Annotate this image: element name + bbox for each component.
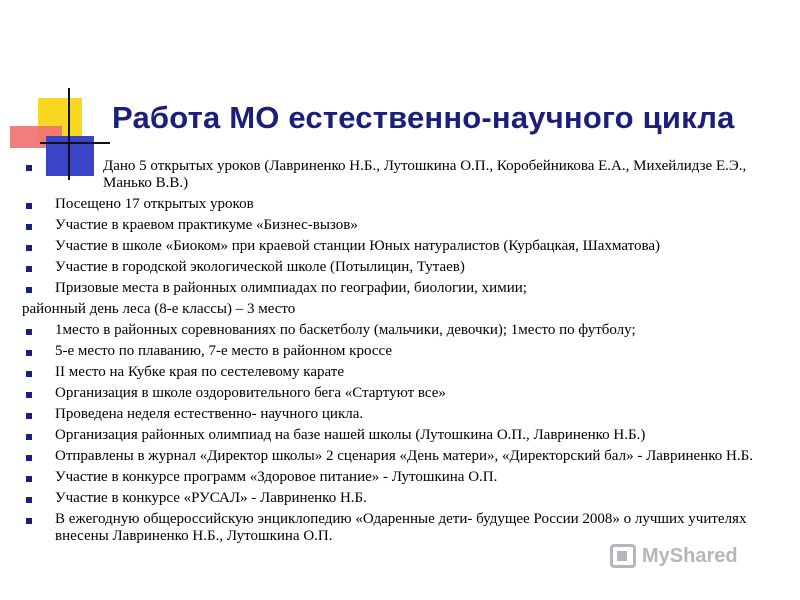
bullet-icon: [26, 518, 32, 524]
list-item: Участие в конкурсе программ «Здоровое питание» - Лутошкина О.П.: [22, 469, 772, 486]
plain-line: районный день леса (8-е классы) – 3 место: [22, 301, 296, 317]
list-item: Участие в городской экологической школе (Потылицин, Тутаев): [22, 259, 772, 276]
list-item: Участие в краевом практикуме «Бизнес-вызов»: [22, 217, 772, 234]
list-item: Проведена неделя естественно- научного цикла.: [22, 406, 772, 423]
bullet-icon: [26, 203, 32, 209]
list-item: 1место в районных соревнованиях по баскетболу (мальчики, девочки); 1место по футболу;: [22, 322, 772, 339]
bullet-icon: [26, 413, 32, 419]
slide-logo-decoration: [0, 0, 110, 180]
list-item: Посещено 17 открытых уроков: [22, 196, 772, 213]
bullet-icon: [26, 224, 32, 230]
bullet-icon: [26, 434, 32, 440]
list-item: В ежегодную общероссийскую энциклопедию «Одаренные дети- будущее России 2008» о лучших учителях внесены Лавриненко Н.Б., Лутошкина О.П.: [22, 511, 772, 545]
list-item: Призовые места в районных олимпиадах по географии, биологии, химии;: [22, 280, 772, 297]
watermark-icon: [610, 544, 636, 568]
list-item: Дано 5 открытых уроков (Лавриненко Н.Б., Лутошкина О.П., Коробейникова Е.А., Михейлидзе Е.Э., Манько В.В.): [22, 158, 772, 192]
bullet-icon: [26, 476, 32, 482]
bullet-icon: [26, 266, 32, 272]
list-item: II место на Кубке края по сестелевому карате: [22, 364, 772, 381]
slide-content: [22, 158, 772, 549]
list-item: 5-е место по плаванию, 7-е место в районном кроссе: [22, 343, 772, 360]
bullet-icon: [26, 392, 32, 398]
bullet-icon: [26, 245, 32, 251]
list-item: Организация районных олимпиад на базе нашей школы (Лутошкина О.П., Лавриненко Н.Б.): [22, 427, 772, 444]
list-item: Организация в школе оздоровительного бега «Стартуют все»: [22, 385, 772, 402]
bullet-icon: [26, 350, 32, 356]
slide-title: Работа МО естественно-научного цикла: [112, 100, 735, 135]
list-item: Отправлены в журнал «Директор школы» 2 сценария «День матери», «Директорский бал» - Лавриненко Н.Б.: [22, 448, 772, 465]
bullet-icon: [26, 497, 32, 503]
watermark-text: MyShared: [642, 544, 738, 567]
list-item: Участие в конкурсе «РУСАЛ» - Лавриненко Н.Б.: [22, 490, 772, 507]
bullet-icon: [26, 165, 32, 171]
bullet-icon: [26, 329, 32, 335]
list-item: Участие в школе «Биоком» при краевой станции Юных натуралистов (Курбацкая, Шахматова): [22, 238, 772, 255]
bullet-icon: [26, 371, 32, 377]
bullet-icon: [26, 287, 32, 293]
watermark-logo: [610, 540, 780, 572]
bullet-icon: [26, 455, 32, 461]
logo-horizontal-line: [40, 142, 110, 144]
